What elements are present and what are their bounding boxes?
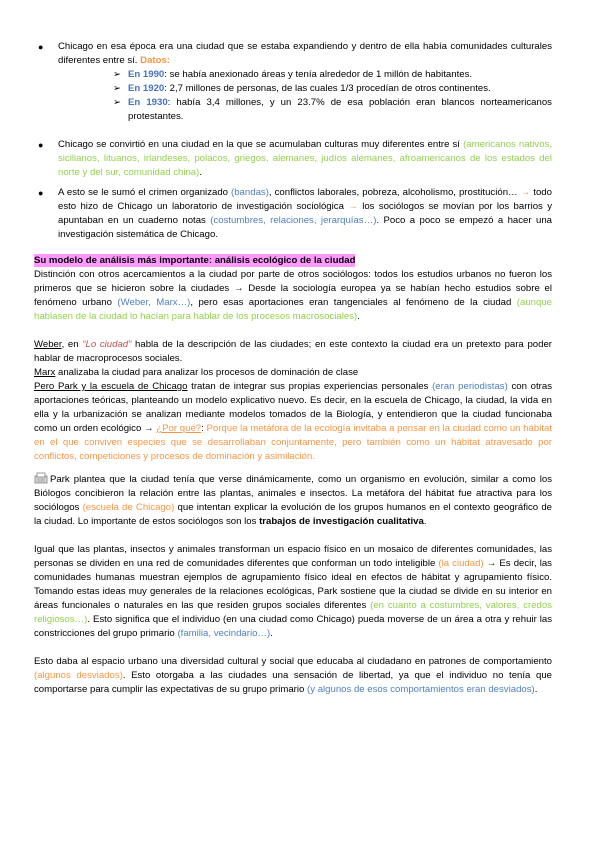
- arrow-icon: →: [348, 201, 358, 212]
- section-heading: Su modelo de análisis más importante: análisis ecológico de la ciudad: [34, 255, 356, 266]
- paragraph-distincion: Distinción con otros acercamientos a la ciudad por parte de otros sociólogos: todos los estudios urbanos no fueron los primeros que se hicieron sobre la ciudades → Desde la sociología europea ya se habían hecho estudios sobre el fenómeno urbano (Weber, Marx…), pero esas aportaciones eran tangenciales al fenómeno de la ciudad (aunque hablasen de la ciudad lo hacían para hablar de los procesos macrosociales).: [34, 269, 553, 322]
- paragraph-park-dinamica: Park plantea que la ciudad tenía que verse dinámicamente, como un organismo en evolución, similar a como los Biólogos concibieron la relación entre las plantas, animales e insectos. La metáfora del hábitat fue atractiva para los sociólogos (escuela de Chicago) que intentan explicar la evolución de los grupos humanos en el contexto geográfico de la ciudad. Lo importante de estos sociólogos son los trabajos de investigación cualitativa.: [34, 474, 553, 527]
- arrow-icon: →: [520, 187, 531, 198]
- paragraph-park: Pero Park y la escuela de Chicago tratan de integrar sus propias experiencias personales (eran periodistas) con otras aportaciones teóricas, planteando un modelo explicativo nuevo. Es decir, en la escuela de Chicago, la ciudad, la vida en ella y la urbanización se analizan mediante modelos tomados de la Biología, y entendieron que la ciudad funcionaba como un orden ecológico → ¿Por qué?: Porque la metáfora de la ecología invitaba a pensar en la ciudad como un hábitat en el que conviven especies que se desarrollaban conjuntamente, pero también como un hábitat atravesado por conflictos, competiciones y procesos de dominación y asimilación.: [34, 381, 553, 462]
- paragraph-weber: Weber, en “Lo ciudad” habla de la descripción de las ciudades; en este contexto la ciudad era un pretexto para poder hablar de macroprocesos sociales.: [34, 339, 552, 364]
- bullet-crime: ● A esto se le sumó el crimen organizado (bandas), conflictos laborales, pobreza, alcoholismo, prostitución… → todo esto hizo de Chicago un laboratorio de investigación sociológica → los sociólogos se movían por los barrios y apuntaban en un cuaderno notas (costumbres, relaciones, jerarquías…). Poco a poco se empezó a hacer una investigación sistemática de Chicago.: [38, 187, 552, 240]
- arrow-icon: →: [233, 283, 244, 294]
- paragraph-diversidad: Esto daba al espacio urbano una diversidad cultural y social que educaba al ciudadano en patrones de comportamiento (algunos desviados). Esto otorgaba a las ciudades una sensación de libertad, ya que el individuo no tenía que comportarse para cumplir las expectativas de su grupo primario (y algunos de esos comportamientos eran desviados).: [34, 656, 552, 695]
- datos-label: Datos:: [140, 55, 170, 66]
- arrow-icon: →: [486, 558, 497, 569]
- sub-item-year: ➢ En 1990: se había anexionado áreas y tenía alrededor de 1 millón de habitantes.: [113, 69, 473, 80]
- paragraph-marx: Marx analizaba la ciudad para analizar los procesos de dominación de clase: [34, 367, 359, 378]
- sub-item-year: ➢ En 1930: había 3,4 millones, y un 23.7% de esa población eran blancos norteamericanos protestantes.: [113, 97, 552, 122]
- bullet-dot: ●: [38, 188, 44, 198]
- document-page: [34, 40, 552, 697]
- arrow-bullet-icon: ➢: [113, 97, 122, 108]
- notepad-icon: [34, 472, 48, 484]
- arrow-bullet-icon: ➢: [113, 69, 122, 80]
- paragraph-plantas: Igual que las plantas, insectos y animales transforman un espacio físico en un mosaico de diferentes comunidades, las personas se dividen en una red de comunidades diferentes que conforman un todo inteligible (la ciudad) → Es decir, las comunidades humanas muestran ejemplos de agrupamiento físico ideal en efectos de hábitat y agrupamiento físico. Tomando estas ideas muy generales de la relaciones ecológicas, Park sostiene que la ciudad se divide en su interior en áreas funcionales o naturales en las que residen grupos sociales diferentes (en cuanto a costumbres, valores, credos religiosos…). Esto significa que el individuo (en una ciudad como Chicago) pueda moverse de un área a otra y rehuir las constricciones del grupo primario (familia, vecindario…).: [34, 544, 552, 639]
- bullet-dot: ●: [38, 140, 44, 150]
- arrow-bullet-icon: ➢: [113, 83, 122, 94]
- bullet-cultures: ● Chicago se convirtió en una ciudad en la que se acumulaban culturas muy diferentes entre sí (americanos nativos, sicilianos, lituanos, irlandeses, polacos, griegos, alemanes, judíos alemanes, afroamericanos de los estados del norte y del sur, comunidad china).: [38, 139, 552, 178]
- arrow-icon: →: [144, 423, 154, 434]
- bullet-dot: ●: [38, 42, 44, 52]
- sub-item-year: ➢ En 1920: 2,7 millones de personas, de las cuales 1/3 procedían de otros continentes.: [113, 83, 491, 94]
- bullet-chicago-expansion: ● Chicago en esa época era una ciudad que se estaba expandiendo y dentro de ella había comunidades culturales diferentes entre sí. Datos: ➢ En 1990: se había anexionado áreas y tenía alrededor de 1 millón de habitantes. ➢ En 1920: 2,7 millones de personas, de las cuales 1/3 procedían de otros continentes. ➢ En 1930: había 3,4 millones, y un 23.7% de esa población eran blancos norteamericanos protestantes.: [38, 41, 552, 122]
